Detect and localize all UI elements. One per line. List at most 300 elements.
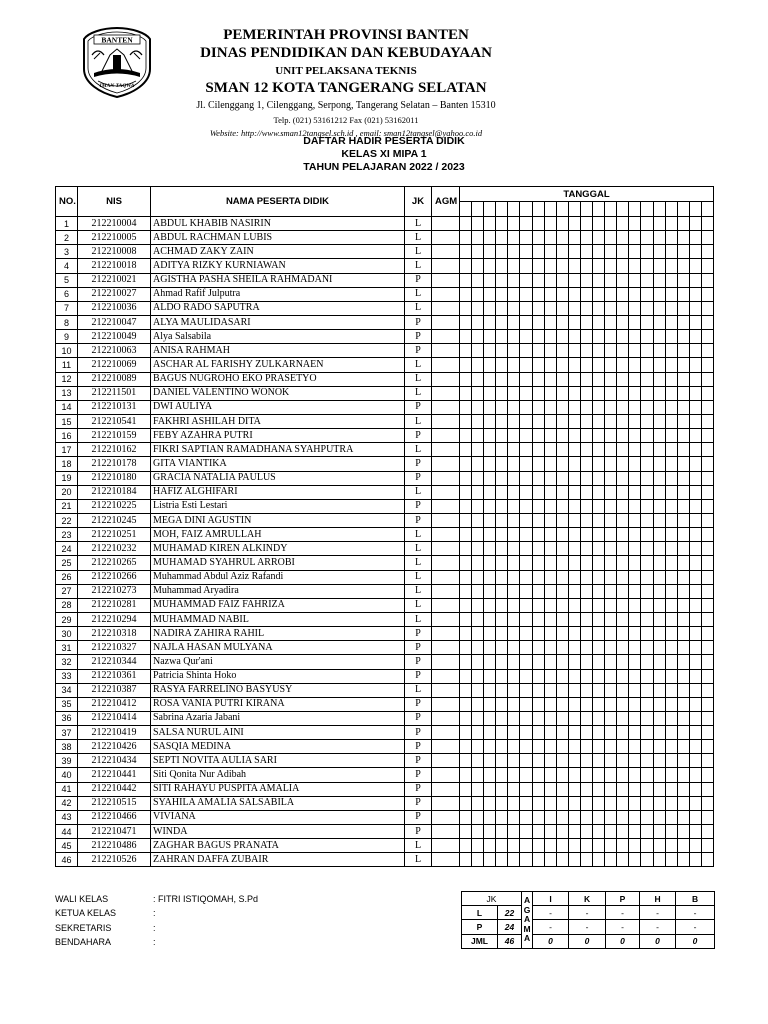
attendance-cell[interactable] xyxy=(556,499,568,513)
attendance-cell[interactable] xyxy=(629,301,641,315)
attendance-cell[interactable] xyxy=(532,655,544,669)
attendance-cell[interactable] xyxy=(677,344,689,358)
attendance-cell[interactable] xyxy=(556,400,568,414)
attendance-cell[interactable] xyxy=(580,768,592,782)
attendance-cell[interactable] xyxy=(617,711,629,725)
attendance-cell[interactable] xyxy=(653,782,665,796)
student-religion-cell[interactable] xyxy=(432,839,460,853)
attendance-cell[interactable] xyxy=(593,782,605,796)
attendance-cell[interactable] xyxy=(641,641,653,655)
attendance-cell[interactable] xyxy=(593,457,605,471)
attendance-cell[interactable] xyxy=(496,669,508,683)
attendance-cell[interactable] xyxy=(701,231,713,245)
attendance-cell[interactable] xyxy=(593,273,605,287)
attendance-cell[interactable] xyxy=(472,641,484,655)
attendance-cell[interactable] xyxy=(508,513,520,527)
attendance-cell[interactable] xyxy=(544,853,556,867)
attendance-cell[interactable] xyxy=(629,414,641,428)
attendance-cell[interactable] xyxy=(605,627,617,641)
attendance-cell[interactable] xyxy=(484,853,496,867)
attendance-cell[interactable] xyxy=(701,542,713,556)
attendance-cell[interactable] xyxy=(568,414,580,428)
attendance-cell[interactable] xyxy=(496,768,508,782)
attendance-cell[interactable] xyxy=(532,782,544,796)
attendance-cell[interactable] xyxy=(460,386,472,400)
attendance-cell[interactable] xyxy=(617,315,629,329)
attendance-cell[interactable] xyxy=(580,499,592,513)
attendance-cell[interactable] xyxy=(641,810,653,824)
attendance-cell[interactable] xyxy=(472,386,484,400)
attendance-cell[interactable] xyxy=(520,669,532,683)
attendance-cell[interactable] xyxy=(641,853,653,867)
attendance-cell[interactable] xyxy=(593,810,605,824)
attendance-cell[interactable] xyxy=(544,485,556,499)
student-religion-cell[interactable] xyxy=(432,825,460,839)
attendance-cell[interactable] xyxy=(520,485,532,499)
attendance-cell[interactable] xyxy=(580,372,592,386)
attendance-cell[interactable] xyxy=(677,825,689,839)
attendance-cell[interactable] xyxy=(605,853,617,867)
attendance-cell[interactable] xyxy=(701,358,713,372)
attendance-cell[interactable] xyxy=(605,542,617,556)
attendance-cell[interactable] xyxy=(556,344,568,358)
attendance-cell[interactable] xyxy=(532,570,544,584)
attendance-cell[interactable] xyxy=(556,287,568,301)
attendance-cell[interactable] xyxy=(641,273,653,287)
attendance-cell[interactable] xyxy=(593,627,605,641)
attendance-cell[interactable] xyxy=(580,400,592,414)
attendance-cell[interactable] xyxy=(689,726,701,740)
attendance-cell[interactable] xyxy=(520,330,532,344)
attendance-cell[interactable] xyxy=(677,655,689,669)
attendance-cell[interactable] xyxy=(556,570,568,584)
attendance-cell[interactable] xyxy=(629,499,641,513)
attendance-cell[interactable] xyxy=(544,683,556,697)
attendance-cell[interactable] xyxy=(544,570,556,584)
attendance-cell[interactable] xyxy=(472,259,484,273)
attendance-cell[interactable] xyxy=(460,853,472,867)
attendance-cell[interactable] xyxy=(677,315,689,329)
attendance-cell[interactable] xyxy=(617,641,629,655)
attendance-cell[interactable] xyxy=(689,768,701,782)
attendance-cell[interactable] xyxy=(484,584,496,598)
attendance-cell[interactable] xyxy=(653,386,665,400)
attendance-cell[interactable] xyxy=(665,301,677,315)
attendance-cell[interactable] xyxy=(580,457,592,471)
attendance-cell[interactable] xyxy=(460,528,472,542)
attendance-cell[interactable] xyxy=(484,810,496,824)
attendance-cell[interactable] xyxy=(544,754,556,768)
attendance-cell[interactable] xyxy=(629,825,641,839)
attendance-cell[interactable] xyxy=(701,429,713,443)
attendance-cell[interactable] xyxy=(496,414,508,428)
attendance-cell[interactable] xyxy=(484,697,496,711)
attendance-cell[interactable] xyxy=(496,683,508,697)
attendance-cell[interactable] xyxy=(544,400,556,414)
attendance-cell[interactable] xyxy=(580,669,592,683)
attendance-cell[interactable] xyxy=(556,740,568,754)
attendance-cell[interactable] xyxy=(580,301,592,315)
attendance-cell[interactable] xyxy=(629,245,641,259)
attendance-cell[interactable] xyxy=(617,429,629,443)
attendance-cell[interactable] xyxy=(605,612,617,626)
attendance-cell[interactable] xyxy=(677,231,689,245)
attendance-cell[interactable] xyxy=(484,414,496,428)
attendance-cell[interactable] xyxy=(544,726,556,740)
attendance-cell[interactable] xyxy=(472,400,484,414)
attendance-cell[interactable] xyxy=(665,641,677,655)
attendance-cell[interactable] xyxy=(568,528,580,542)
attendance-cell[interactable] xyxy=(544,386,556,400)
attendance-cell[interactable] xyxy=(532,443,544,457)
attendance-cell[interactable] xyxy=(556,301,568,315)
attendance-cell[interactable] xyxy=(580,471,592,485)
attendance-cell[interactable] xyxy=(568,287,580,301)
attendance-cell[interactable] xyxy=(472,414,484,428)
attendance-cell[interactable] xyxy=(532,825,544,839)
attendance-cell[interactable] xyxy=(593,528,605,542)
attendance-cell[interactable] xyxy=(532,556,544,570)
attendance-cell[interactable] xyxy=(677,570,689,584)
attendance-cell[interactable] xyxy=(677,810,689,824)
attendance-cell[interactable] xyxy=(677,217,689,231)
attendance-cell[interactable] xyxy=(544,513,556,527)
attendance-cell[interactable] xyxy=(689,627,701,641)
attendance-cell[interactable] xyxy=(605,669,617,683)
attendance-cell[interactable] xyxy=(496,740,508,754)
attendance-cell[interactable] xyxy=(701,584,713,598)
attendance-cell[interactable] xyxy=(484,612,496,626)
attendance-cell[interactable] xyxy=(605,245,617,259)
attendance-cell[interactable] xyxy=(580,386,592,400)
attendance-cell[interactable] xyxy=(701,217,713,231)
student-religion-cell[interactable] xyxy=(432,570,460,584)
attendance-cell[interactable] xyxy=(629,231,641,245)
attendance-cell[interactable] xyxy=(580,542,592,556)
attendance-cell[interactable] xyxy=(653,528,665,542)
attendance-cell[interactable] xyxy=(689,245,701,259)
attendance-cell[interactable] xyxy=(580,627,592,641)
attendance-cell[interactable] xyxy=(665,358,677,372)
attendance-cell[interactable] xyxy=(484,570,496,584)
attendance-cell[interactable] xyxy=(544,301,556,315)
attendance-cell[interactable] xyxy=(496,485,508,499)
attendance-cell[interactable] xyxy=(556,612,568,626)
attendance-cell[interactable] xyxy=(496,457,508,471)
attendance-cell[interactable] xyxy=(629,429,641,443)
attendance-cell[interactable] xyxy=(653,697,665,711)
attendance-cell[interactable] xyxy=(472,740,484,754)
attendance-cell[interactable] xyxy=(544,782,556,796)
attendance-cell[interactable] xyxy=(568,768,580,782)
attendance-cell[interactable] xyxy=(580,612,592,626)
attendance-cell[interactable] xyxy=(665,386,677,400)
attendance-cell[interactable] xyxy=(472,231,484,245)
attendance-cell[interactable] xyxy=(472,669,484,683)
attendance-cell[interactable] xyxy=(689,796,701,810)
attendance-cell[interactable] xyxy=(641,429,653,443)
attendance-cell[interactable] xyxy=(472,839,484,853)
attendance-cell[interactable] xyxy=(472,513,484,527)
attendance-cell[interactable] xyxy=(460,768,472,782)
attendance-cell[interactable] xyxy=(556,386,568,400)
attendance-cell[interactable] xyxy=(617,669,629,683)
attendance-cell[interactable] xyxy=(641,528,653,542)
attendance-cell[interactable] xyxy=(484,513,496,527)
attendance-cell[interactable] xyxy=(653,627,665,641)
attendance-cell[interactable] xyxy=(629,726,641,740)
attendance-cell[interactable] xyxy=(568,429,580,443)
attendance-cell[interactable] xyxy=(556,372,568,386)
attendance-cell[interactable] xyxy=(605,570,617,584)
attendance-cell[interactable] xyxy=(580,217,592,231)
attendance-cell[interactable] xyxy=(653,556,665,570)
attendance-cell[interactable] xyxy=(508,344,520,358)
attendance-cell[interactable] xyxy=(568,245,580,259)
attendance-cell[interactable] xyxy=(460,245,472,259)
attendance-cell[interactable] xyxy=(580,825,592,839)
attendance-cell[interactable] xyxy=(484,386,496,400)
student-religion-cell[interactable] xyxy=(432,429,460,443)
attendance-cell[interactable] xyxy=(472,315,484,329)
attendance-cell[interactable] xyxy=(689,782,701,796)
attendance-cell[interactable] xyxy=(593,683,605,697)
attendance-cell[interactable] xyxy=(641,655,653,669)
attendance-cell[interactable] xyxy=(665,400,677,414)
attendance-cell[interactable] xyxy=(701,796,713,810)
attendance-cell[interactable] xyxy=(556,782,568,796)
attendance-cell[interactable] xyxy=(593,612,605,626)
student-religion-cell[interactable] xyxy=(432,400,460,414)
attendance-cell[interactable] xyxy=(701,513,713,527)
attendance-cell[interactable] xyxy=(520,612,532,626)
attendance-cell[interactable] xyxy=(593,740,605,754)
attendance-cell[interactable] xyxy=(641,598,653,612)
attendance-cell[interactable] xyxy=(532,711,544,725)
attendance-cell[interactable] xyxy=(508,570,520,584)
attendance-cell[interactable] xyxy=(544,287,556,301)
student-religion-cell[interactable] xyxy=(432,726,460,740)
attendance-cell[interactable] xyxy=(532,810,544,824)
attendance-cell[interactable] xyxy=(568,315,580,329)
attendance-cell[interactable] xyxy=(677,513,689,527)
attendance-cell[interactable] xyxy=(460,443,472,457)
attendance-cell[interactable] xyxy=(556,726,568,740)
attendance-cell[interactable] xyxy=(460,400,472,414)
attendance-cell[interactable] xyxy=(532,457,544,471)
attendance-cell[interactable] xyxy=(605,231,617,245)
attendance-cell[interactable] xyxy=(472,655,484,669)
attendance-cell[interactable] xyxy=(568,330,580,344)
attendance-cell[interactable] xyxy=(701,853,713,867)
attendance-cell[interactable] xyxy=(665,330,677,344)
attendance-cell[interactable] xyxy=(484,315,496,329)
attendance-cell[interactable] xyxy=(617,542,629,556)
attendance-cell[interactable] xyxy=(496,513,508,527)
attendance-cell[interactable] xyxy=(568,825,580,839)
attendance-cell[interactable] xyxy=(605,414,617,428)
attendance-cell[interactable] xyxy=(689,754,701,768)
attendance-cell[interactable] xyxy=(532,245,544,259)
attendance-cell[interactable] xyxy=(520,301,532,315)
attendance-cell[interactable] xyxy=(520,655,532,669)
attendance-cell[interactable] xyxy=(580,711,592,725)
attendance-cell[interactable] xyxy=(532,513,544,527)
attendance-cell[interactable] xyxy=(689,810,701,824)
attendance-cell[interactable] xyxy=(701,273,713,287)
attendance-cell[interactable] xyxy=(665,315,677,329)
attendance-cell[interactable] xyxy=(460,810,472,824)
attendance-cell[interactable] xyxy=(629,485,641,499)
student-religion-cell[interactable] xyxy=(432,627,460,641)
attendance-cell[interactable] xyxy=(484,683,496,697)
attendance-cell[interactable] xyxy=(472,711,484,725)
attendance-cell[interactable] xyxy=(629,528,641,542)
attendance-cell[interactable] xyxy=(544,697,556,711)
attendance-cell[interactable] xyxy=(665,429,677,443)
attendance-cell[interactable] xyxy=(520,414,532,428)
attendance-cell[interactable] xyxy=(472,485,484,499)
attendance-cell[interactable] xyxy=(520,231,532,245)
attendance-cell[interactable] xyxy=(593,259,605,273)
student-religion-cell[interactable] xyxy=(432,683,460,697)
attendance-cell[interactable] xyxy=(617,810,629,824)
attendance-cell[interactable] xyxy=(520,471,532,485)
attendance-cell[interactable] xyxy=(689,641,701,655)
attendance-cell[interactable] xyxy=(605,556,617,570)
attendance-cell[interactable] xyxy=(617,839,629,853)
attendance-cell[interactable] xyxy=(460,697,472,711)
attendance-cell[interactable] xyxy=(701,386,713,400)
attendance-cell[interactable] xyxy=(605,711,617,725)
attendance-cell[interactable] xyxy=(508,358,520,372)
attendance-cell[interactable] xyxy=(580,782,592,796)
attendance-cell[interactable] xyxy=(520,641,532,655)
attendance-cell[interactable] xyxy=(484,627,496,641)
attendance-cell[interactable] xyxy=(653,301,665,315)
attendance-cell[interactable] xyxy=(532,330,544,344)
attendance-cell[interactable] xyxy=(496,697,508,711)
attendance-cell[interactable] xyxy=(653,259,665,273)
attendance-cell[interactable] xyxy=(568,612,580,626)
attendance-cell[interactable] xyxy=(605,655,617,669)
attendance-cell[interactable] xyxy=(484,711,496,725)
attendance-cell[interactable] xyxy=(520,810,532,824)
attendance-cell[interactable] xyxy=(629,217,641,231)
attendance-cell[interactable] xyxy=(617,825,629,839)
attendance-cell[interactable] xyxy=(520,598,532,612)
attendance-cell[interactable] xyxy=(496,810,508,824)
attendance-cell[interactable] xyxy=(544,245,556,259)
attendance-cell[interactable] xyxy=(568,796,580,810)
attendance-cell[interactable] xyxy=(508,697,520,711)
attendance-cell[interactable] xyxy=(532,499,544,513)
attendance-cell[interactable] xyxy=(617,358,629,372)
attendance-cell[interactable] xyxy=(677,584,689,598)
attendance-cell[interactable] xyxy=(701,726,713,740)
attendance-cell[interactable] xyxy=(484,542,496,556)
attendance-cell[interactable] xyxy=(472,570,484,584)
student-religion-cell[interactable] xyxy=(432,782,460,796)
attendance-cell[interactable] xyxy=(665,528,677,542)
attendance-cell[interactable] xyxy=(556,259,568,273)
attendance-cell[interactable] xyxy=(653,358,665,372)
attendance-cell[interactable] xyxy=(605,513,617,527)
attendance-cell[interactable] xyxy=(701,443,713,457)
student-religion-cell[interactable] xyxy=(432,513,460,527)
attendance-cell[interactable] xyxy=(653,330,665,344)
attendance-cell[interactable] xyxy=(593,358,605,372)
attendance-cell[interactable] xyxy=(496,217,508,231)
attendance-cell[interactable] xyxy=(472,627,484,641)
attendance-cell[interactable] xyxy=(641,584,653,598)
attendance-cell[interactable] xyxy=(568,344,580,358)
attendance-cell[interactable] xyxy=(496,839,508,853)
attendance-cell[interactable] xyxy=(580,839,592,853)
attendance-cell[interactable] xyxy=(653,711,665,725)
attendance-cell[interactable] xyxy=(653,273,665,287)
attendance-cell[interactable] xyxy=(653,584,665,598)
attendance-cell[interactable] xyxy=(689,499,701,513)
attendance-cell[interactable] xyxy=(641,259,653,273)
attendance-cell[interactable] xyxy=(689,655,701,669)
attendance-cell[interactable] xyxy=(580,556,592,570)
attendance-cell[interactable] xyxy=(556,810,568,824)
attendance-cell[interactable] xyxy=(665,245,677,259)
attendance-cell[interactable] xyxy=(508,655,520,669)
attendance-cell[interactable] xyxy=(568,556,580,570)
attendance-cell[interactable] xyxy=(677,499,689,513)
attendance-cell[interactable] xyxy=(617,485,629,499)
attendance-cell[interactable] xyxy=(629,598,641,612)
student-religion-cell[interactable] xyxy=(432,301,460,315)
attendance-cell[interactable] xyxy=(580,231,592,245)
attendance-cell[interactable] xyxy=(496,386,508,400)
attendance-cell[interactable] xyxy=(629,344,641,358)
attendance-cell[interactable] xyxy=(629,358,641,372)
attendance-cell[interactable] xyxy=(677,542,689,556)
attendance-cell[interactable] xyxy=(641,358,653,372)
attendance-cell[interactable] xyxy=(484,443,496,457)
attendance-cell[interactable] xyxy=(544,584,556,598)
attendance-cell[interactable] xyxy=(508,598,520,612)
attendance-cell[interactable] xyxy=(556,627,568,641)
attendance-cell[interactable] xyxy=(544,344,556,358)
attendance-cell[interactable] xyxy=(496,471,508,485)
attendance-cell[interactable] xyxy=(689,612,701,626)
attendance-cell[interactable] xyxy=(617,259,629,273)
attendance-cell[interactable] xyxy=(689,697,701,711)
attendance-cell[interactable] xyxy=(532,853,544,867)
attendance-cell[interactable] xyxy=(460,754,472,768)
attendance-cell[interactable] xyxy=(520,768,532,782)
attendance-cell[interactable] xyxy=(508,542,520,556)
attendance-cell[interactable] xyxy=(677,612,689,626)
attendance-cell[interactable] xyxy=(472,825,484,839)
attendance-cell[interactable] xyxy=(701,627,713,641)
attendance-cell[interactable] xyxy=(689,598,701,612)
attendance-cell[interactable] xyxy=(460,358,472,372)
attendance-cell[interactable] xyxy=(605,768,617,782)
attendance-cell[interactable] xyxy=(629,287,641,301)
attendance-cell[interactable] xyxy=(568,499,580,513)
student-religion-cell[interactable] xyxy=(432,245,460,259)
attendance-cell[interactable] xyxy=(532,796,544,810)
student-religion-cell[interactable] xyxy=(432,443,460,457)
attendance-cell[interactable] xyxy=(653,315,665,329)
attendance-cell[interactable] xyxy=(508,386,520,400)
attendance-cell[interactable] xyxy=(556,443,568,457)
